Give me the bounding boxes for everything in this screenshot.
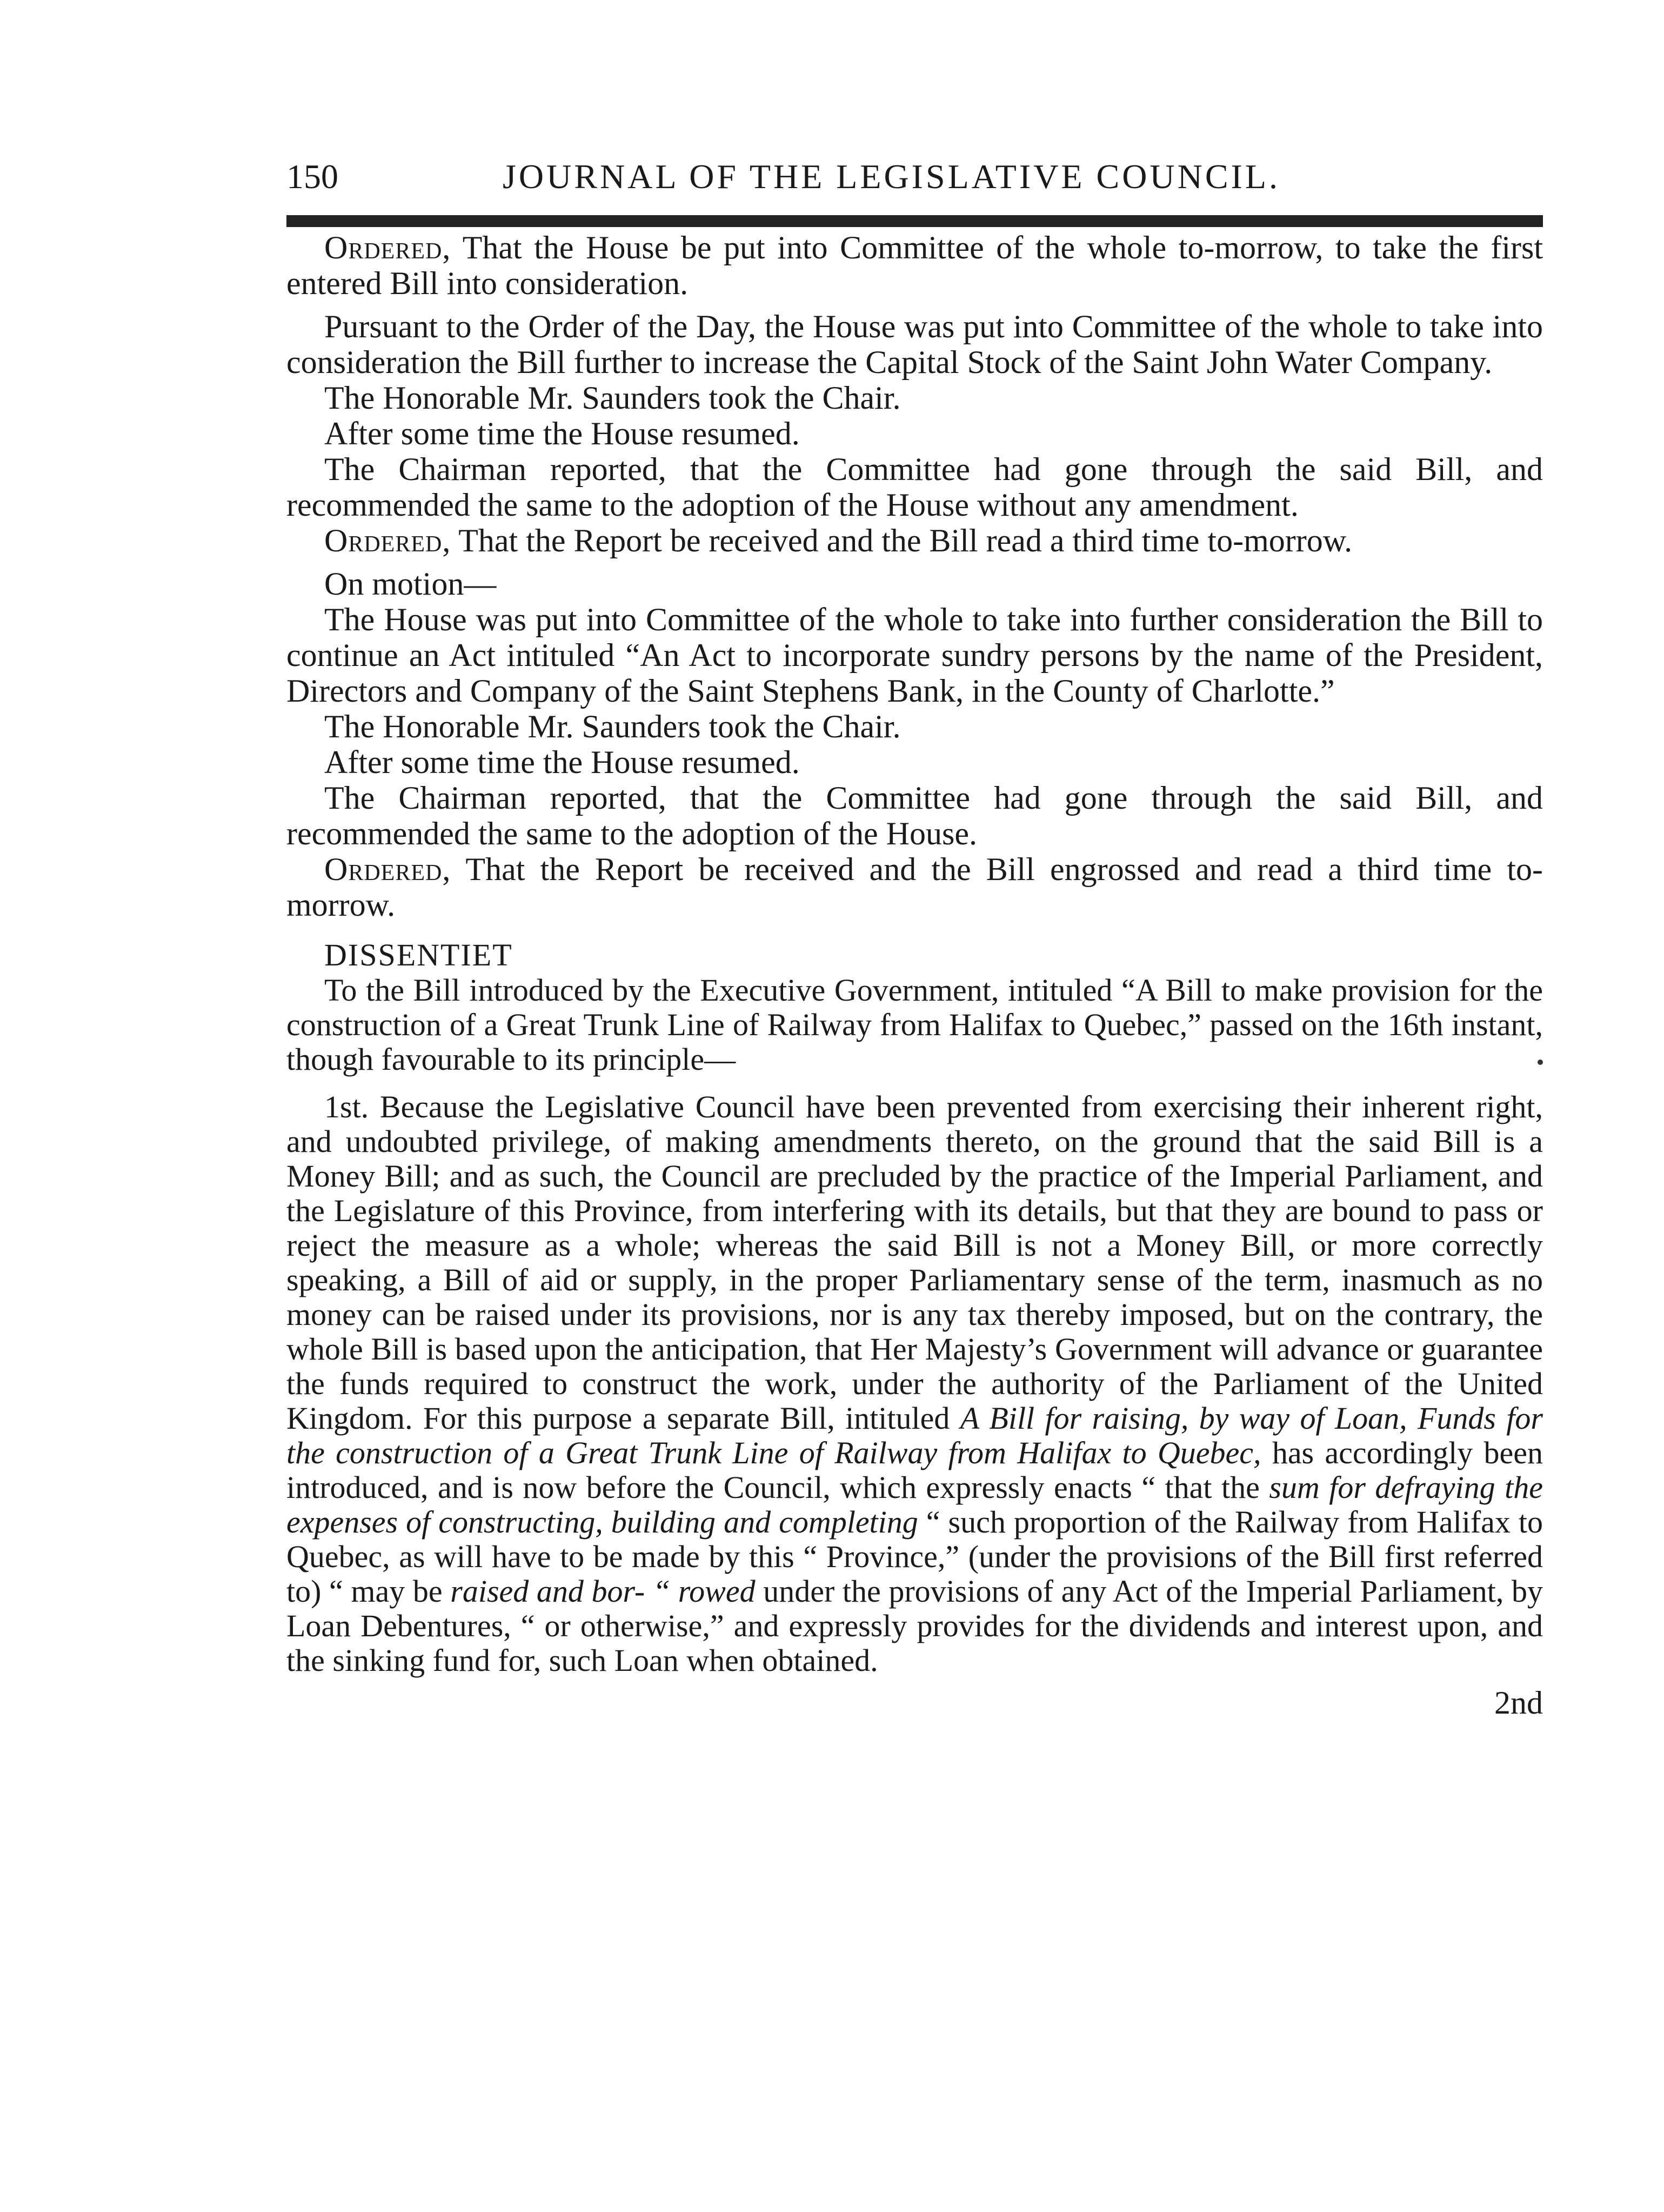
- ordered-paragraph-6: Ordered, That the Report be received and the Bill read a third time to-morrow.: [324, 523, 1353, 558]
- proceedings-paragraph-11: The Chairman reported, that the Committee had gone through the said Bill, and recommended the same to the adoption of the House.: [286, 780, 1543, 851]
- proceedings-paragraph-9: The Honorable Mr. Saunders took the Chair.: [324, 709, 901, 744]
- page-number: 150: [286, 157, 338, 196]
- journal-page: [286, 0, 1543, 1722]
- ordered-paragraph-12: Ordered, That the Report be received and the Bill engrossed and read a third time to-morrow.: [286, 851, 1543, 923]
- proceedings-paragraph-5: The Chairman reported, that the Committee had gone through the said Bill, and recommended the same to the adoption of the House without any amendment.: [286, 451, 1543, 523]
- dissent-first-reason: 1st. Because the Legislative Council have been prevented from exercising their inherent right, and undoubted privilege, of making amendments thereto, on the ground that the said Bill is a Money Bill; and as such, the Council are precluded by the practice of the Imperial Parliament, and the Legislature of this Province, from interfering with its details, but that they are bound to pass or reject the measure as a whole; whereas the said Bill is not a Money Bill, or more correctly speaking, a Bill of aid or supply, in the proper Parliamentary sense of the term, inasmuch as no money can be raised under its provisions, nor is any tax thereby imposed, but on the contrary, the whole Bill is based upon the anticipation, that Her Majesty’s Government will advance or guarantee the funds required to construct the work, under the authority of the Parliament of the United Kingdom. For this purpose a separate Bill, intituled A Bill for raising, by way of Loan, Funds for the construction of a Great Trunk Line of Railway from Halifax to Quebec, has accordingly been introduced, and is now before the Council, which expressly enacts “ that the sum for defraying the expenses of constructing, building and completing “ such proportion of the Railway from Halifax to Quebec, as will have to be made by this “ Province,” (under the provisions of the Bill first referred to) “ may be raised and bor- “ rowed under the provisions of any Act of the Imperial Parliament, by Loan Debentures, “ or otherwise,” and expressly provides for the dividends and interest upon, and the sinking fund for, such Loan when obtained.: [286, 1089, 1543, 1678]
- ordered-paragraph-1: Ordered, That the House be put into Committee of the whole to-morrow, to take the first entered Bill into consideration.: [286, 230, 1543, 301]
- quoted-italic: sum for defraying the expenses of constructing, building and completing: [286, 1470, 1543, 1540]
- proceedings-paragraph-2: Pursuant to the Order of the Day, the House was put into Committee of the whole to take into consideration the Bill further to increase the Capital Stock of the Saint John Water Company.: [286, 309, 1543, 380]
- proceedings-paragraph-8: The House was put into Committee of the whole to take into further consideration the Bill to continue an Act intituled “An Act to incorporate sundry persons by the name of the President, Directors and Company of the Saint Stephens Bank, in the County of Charlotte.”: [286, 602, 1543, 709]
- proceedings-paragraph-10: After some time the House resumed.: [324, 744, 800, 780]
- running-head: JOURNAL OF THE LEGISLATIVE COUNCIL.: [503, 157, 1280, 196]
- ordered-keyword: Ordered,: [324, 230, 451, 265]
- header-rule: [286, 215, 1543, 227]
- dissent-intro: To the Bill introduced by the Executive Government, intituled “A Bill to make provision for the construction of a Great Trunk Line of Railway from Halifax to Quebec,” passed on the 16th instant, though favourable to its principle—: [286, 972, 1543, 1077]
- proceedings-paragraph-3: The Honorable Mr. Saunders took the Chair.: [324, 380, 901, 416]
- bill-title-italic: A Bill for raising, by way of Loan, Funds for the construction of a Great Trunk Line of Railway from Halifax to Quebec,: [286, 1401, 1543, 1470]
- quoted-italic: raised and bor- “ rowed: [450, 1574, 756, 1609]
- catchword: 2nd: [1494, 1685, 1543, 1721]
- ordered-keyword: Ordered,: [324, 851, 451, 887]
- proceedings-paragraph-4: After some time the House resumed.: [324, 416, 800, 451]
- proceedings-paragraph-7: On motion—: [324, 566, 497, 602]
- dissent-section: [286, 973, 1543, 1678]
- dissent-heading: DISSENTIET: [324, 937, 513, 972]
- ordered-keyword: Ordered,: [324, 523, 451, 558]
- proceedings-section: [286, 230, 1543, 923]
- stray-mark: [1538, 1060, 1543, 1065]
- page-header: [286, 0, 1543, 230]
